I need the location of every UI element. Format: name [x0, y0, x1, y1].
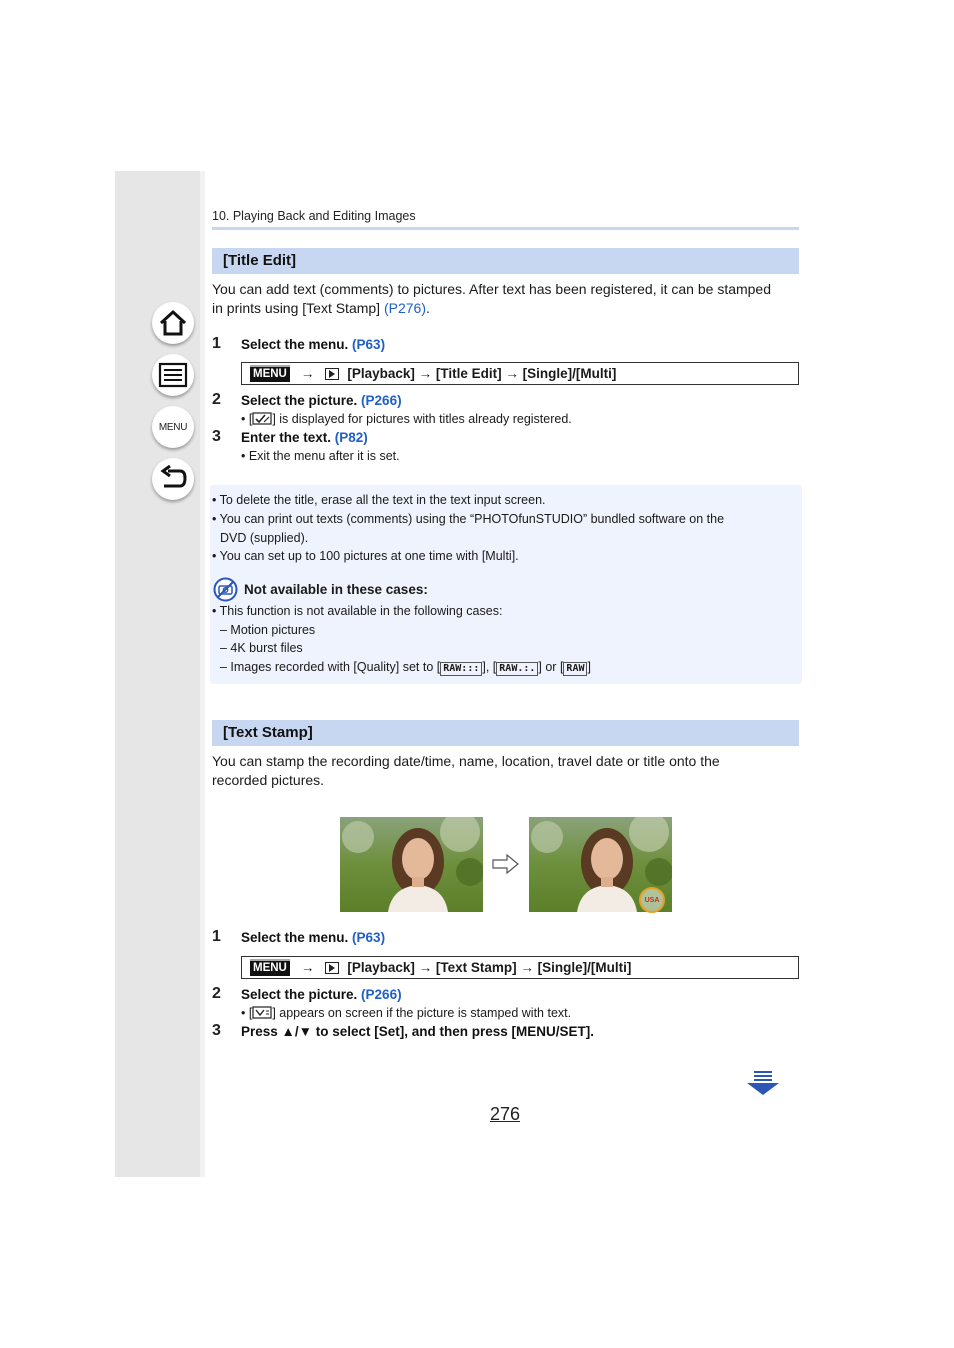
- note-2: • You can print out texts (comments) using the “PHOTOfunSTUDIO” bundled software on the: [212, 512, 725, 526]
- step-label: Enter the text.: [241, 430, 335, 445]
- menu-path: [Playback] → [Title Edit] → [Single]/[Multi]: [347, 366, 617, 381]
- step-label: Select the picture.: [241, 393, 362, 408]
- not-available-item-1: – Motion pictures: [220, 623, 316, 637]
- page-link-p63[interactable]: (P63): [352, 337, 386, 352]
- menu-path-box: [241, 362, 799, 385]
- bullet-post: ] is displayed for pictures with titles already registered.: [272, 412, 572, 426]
- menu-label: MENU: [158, 421, 188, 433]
- item-3-end: ]: [587, 660, 591, 674]
- home-icon: [158, 308, 188, 338]
- playback-icon: [325, 368, 339, 380]
- table-of-contents-button[interactable]: [152, 354, 194, 396]
- page-link-p63[interactable]: (P63): [352, 930, 386, 945]
- menu-arrow: →: [300, 366, 315, 381]
- menu-button[interactable]: [152, 406, 194, 448]
- bullet-pre: • [: [241, 1006, 253, 1020]
- step-2-bullet: [241, 1006, 571, 1020]
- arrow-right-icon: [492, 853, 520, 880]
- next-page-arrow-icon[interactable]: [746, 1070, 780, 1101]
- step-3-text: Press ▲/▼ to select [Set], and then press [MENU/SET].: [241, 1024, 595, 1039]
- not-available-title: Not available in these cases:: [244, 582, 428, 597]
- playback-icon: [325, 962, 339, 974]
- title-edit-intro: [212, 280, 802, 318]
- step-number: 1: [212, 928, 221, 945]
- not-available-intro: • This function is not available in the following cases:: [212, 604, 503, 618]
- step-3-bullet: • Exit the menu after it is set.: [241, 449, 400, 463]
- step-2-text: [241, 987, 402, 1002]
- step-number: 2: [212, 391, 221, 408]
- step-label: Select the menu.: [241, 337, 353, 352]
- step-number: 3: [212, 1022, 221, 1039]
- page-link-p266[interactable]: (P266): [361, 987, 402, 1002]
- note-1: • To delete the title, erase all the text in the text input screen.: [212, 493, 546, 507]
- step-1-text: [241, 337, 385, 352]
- step-label: Select the picture.: [241, 987, 362, 1002]
- back-arrow-icon: [158, 465, 188, 493]
- sidebar-divider: [200, 171, 205, 1177]
- back-button[interactable]: [152, 458, 194, 500]
- step-2-bullet: [241, 412, 572, 426]
- intro-end: .: [426, 300, 430, 316]
- text-stamp-intro: [212, 752, 802, 790]
- step-1-text: [241, 930, 385, 945]
- sample-photo-before: [340, 817, 483, 912]
- not-available-item-2: – 4K burst files: [220, 641, 303, 655]
- step-number: 3: [212, 428, 221, 445]
- bullet-post: ] appears on screen if the picture is stamped with text.: [272, 1006, 572, 1020]
- menu-path: [Playback] → [Text Stamp] → [Single]/[Multi]: [347, 960, 632, 975]
- page-number: 276: [490, 1104, 521, 1124]
- bullet-pre: • [: [241, 412, 253, 426]
- separator: ], [: [482, 660, 497, 674]
- step-3-text: [241, 430, 368, 445]
- menu-path-box: [241, 956, 799, 979]
- step-label: Select the menu.: [241, 930, 353, 945]
- intro-line-1: You can add text (comments) to pictures. After text has been registered, it can be stamped: [212, 281, 772, 297]
- text-stamp-icon: [252, 1006, 272, 1019]
- note-3: • You can set up to 100 pictures at one time with [Multi].: [212, 549, 519, 563]
- intro-line-2: recorded pictures.: [212, 772, 325, 788]
- raw-icon: RAW: [563, 662, 587, 676]
- home-button[interactable]: [152, 302, 194, 344]
- menu-tag: MENU: [250, 365, 290, 382]
- menu-tag: MENU: [250, 959, 290, 976]
- header-rule: [212, 227, 799, 230]
- section-heading-text-stamp: [Text Stamp]: [212, 720, 799, 746]
- section-heading-title-edit: [Title Edit]: [212, 248, 799, 274]
- intro-text: in prints using [Text Stamp]: [212, 300, 384, 316]
- page-link-p276[interactable]: (P276): [383, 300, 426, 316]
- separator: ] or [: [538, 660, 564, 674]
- step-number: 2: [212, 985, 221, 1002]
- step-number: 1: [212, 335, 221, 352]
- raw-fine-icon: RAW:::: [440, 662, 482, 676]
- intro-line-2: [212, 299, 802, 318]
- not-available-item-3: [220, 660, 591, 676]
- intro-line-1: You can stamp the recording date/time, name, location, travel date or title onto the: [212, 753, 720, 769]
- page-link-p266[interactable]: (P266): [361, 393, 402, 408]
- list-icon: [158, 362, 188, 388]
- menu-arrow: →: [300, 960, 315, 975]
- note-2-cont: DVD (supplied).: [220, 531, 309, 545]
- not-available-icon: [213, 577, 238, 607]
- raw-standard-icon: RAW.:.: [496, 662, 538, 676]
- title-edit-icon: [252, 412, 272, 425]
- page-link-p82[interactable]: (P82): [334, 430, 368, 445]
- text-stamp-label: USA: [639, 887, 665, 913]
- chapter-title: 10. Playing Back and Editing Images: [212, 209, 416, 223]
- step-2-text: [241, 393, 402, 408]
- item-3-text: – Images recorded with [Quality] set to [: [220, 660, 441, 674]
